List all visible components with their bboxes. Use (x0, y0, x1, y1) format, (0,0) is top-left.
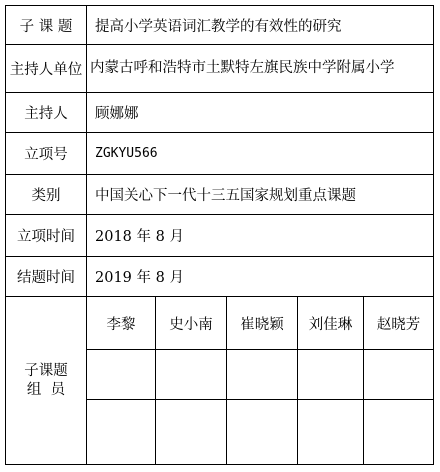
member-name: 崔晓颖 (240, 316, 284, 333)
topic-label: 子 课 题 (19, 18, 73, 35)
category-label: 类别 (31, 188, 61, 204)
start-time-label: 立项时间 (17, 229, 75, 245)
project-info-table (5, 5, 434, 465)
member-name: 李黎 (106, 316, 136, 333)
members-label-line1: 子课题 (24, 362, 68, 379)
category-value: 中国关心下一代十三五国家规划重点课题 (95, 188, 356, 204)
host-org-label: 主持人单位 (9, 62, 83, 78)
members-label (6, 297, 86, 464)
member-name: 史小南 (169, 316, 213, 333)
end-time-label: 结题时间 (17, 270, 75, 286)
topic-value: 提高小学英语词汇教学的有效性的研究 (95, 18, 342, 35)
host-label: 主持人 (24, 106, 68, 122)
members-label-line2: 组 员 (26, 381, 66, 398)
start-time-value: 2018 年 8 月 (95, 229, 184, 245)
project-no-label: 立项号 (24, 147, 68, 163)
host-value: 顾娜娜 (95, 106, 139, 122)
member-grid-divider (86, 349, 433, 350)
member-name: 刘佳琳 (308, 316, 353, 333)
host-org-value: 内蒙古呼和浩特市土默特左旗民族中学附属小学 (90, 60, 395, 76)
member-name: 赵晓芳 (376, 316, 421, 333)
member-grid-divider (86, 399, 433, 400)
project-no-value: ZGKYU566 (95, 146, 158, 161)
end-time-value: 2019 年 8 月 (95, 270, 184, 286)
